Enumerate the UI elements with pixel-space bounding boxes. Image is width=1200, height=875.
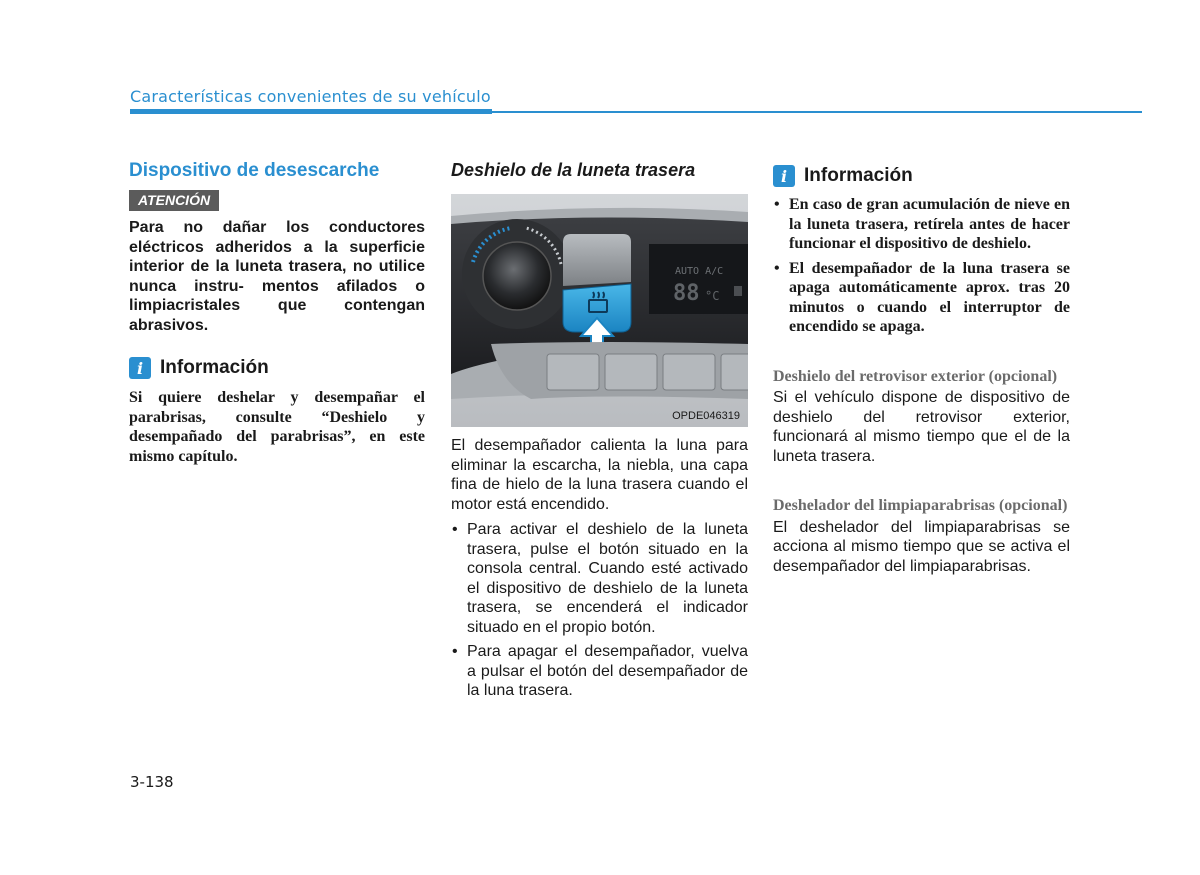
column-right — [773, 165, 1070, 576]
info-header — [773, 165, 1070, 187]
wiper-deicer-text: El deshelador del limpiaparabrisas se acciona al mismo tiempo que se activa el desempañador del limpiaparabrisas. — [773, 518, 1070, 575]
info-title: Información — [804, 165, 913, 186]
header-rule-accent — [130, 109, 492, 114]
section-heading-rear-defrost: Deshielo de la luneta trasera — [451, 160, 696, 180]
info-text: Si quiere deshelar y desempañar el parabrisas, consulte “Deshielo y desempañado del parabrisas”, en este mismo capítulo. — [129, 389, 425, 465]
display-unit: °C — [705, 289, 720, 303]
info-bullets — [773, 195, 1070, 337]
photo-caption: OPDE046319 — [672, 410, 740, 422]
rear-defrost-bullets — [451, 520, 748, 701]
info-icon: i — [773, 165, 795, 187]
page-number: 3-138 — [130, 773, 174, 791]
column-left — [129, 160, 425, 466]
list-item: • En caso de gran acumulación de nieve en la luneta trasera, retírela antes de hacer funcionar el dispositivo de deshielo. — [773, 195, 1070, 254]
attention-text: Para no dañar los conductores eléctricos adheridos a la superficie interior de la luneta trasera, no utilice nunca instru- mentos afilados o limpiacristales que contengan abrasivos. — [129, 219, 425, 334]
console-illustration — [451, 194, 748, 427]
console-photo — [451, 194, 748, 427]
list-item: • Para activar el deshielo de la luneta trasera, pulse el botón situado en la consola central. Cuando esté activado el dispositivo de deshielo de la luneta trasera, se encenderá el indicador situado en el propio botón. — [451, 520, 748, 637]
display-auto-ac: AUTO A/C — [675, 266, 724, 277]
wiper-deicer-title: Deshelador del limpiaparabrisas (opcional) — [773, 497, 1068, 514]
display-temp: 88 — [673, 281, 700, 306]
rear-defrost-intro: El desempañador calienta la luna para eliminar la escarcha, la niebla, una capa fina de hielo de la luna trasera cuando el motor está encendido. — [451, 437, 748, 513]
list-item: • Para apagar el desempañador, vuelva a pulsar el botón del desempañador de la luna trasera. — [451, 642, 748, 701]
mirror-defrost-text: Si el vehículo dispone de dispositivo de deshielo del retrovisor exterior, funcionará al mismo tiempo que el de la luneta trasera. — [773, 389, 1070, 465]
attention-badge: ATENCIÓN — [129, 190, 219, 211]
section-heading-defrost: Dispositivo de desescarche — [129, 160, 380, 181]
page-header-title: Características convenientes de su vehículo — [130, 87, 491, 106]
info-header — [129, 357, 425, 379]
mirror-defrost-title: Deshielo del retrovisor exterior (opcional) — [773, 367, 1058, 385]
list-item: • El desempañador de la luna trasera se apaga automáticamente aprox. tras 20 minutos o cuando el interruptor de encendido se apaga. — [773, 259, 1070, 337]
column-middle — [451, 160, 748, 706]
info-title: Información — [160, 357, 269, 378]
info-icon: i — [129, 357, 151, 379]
